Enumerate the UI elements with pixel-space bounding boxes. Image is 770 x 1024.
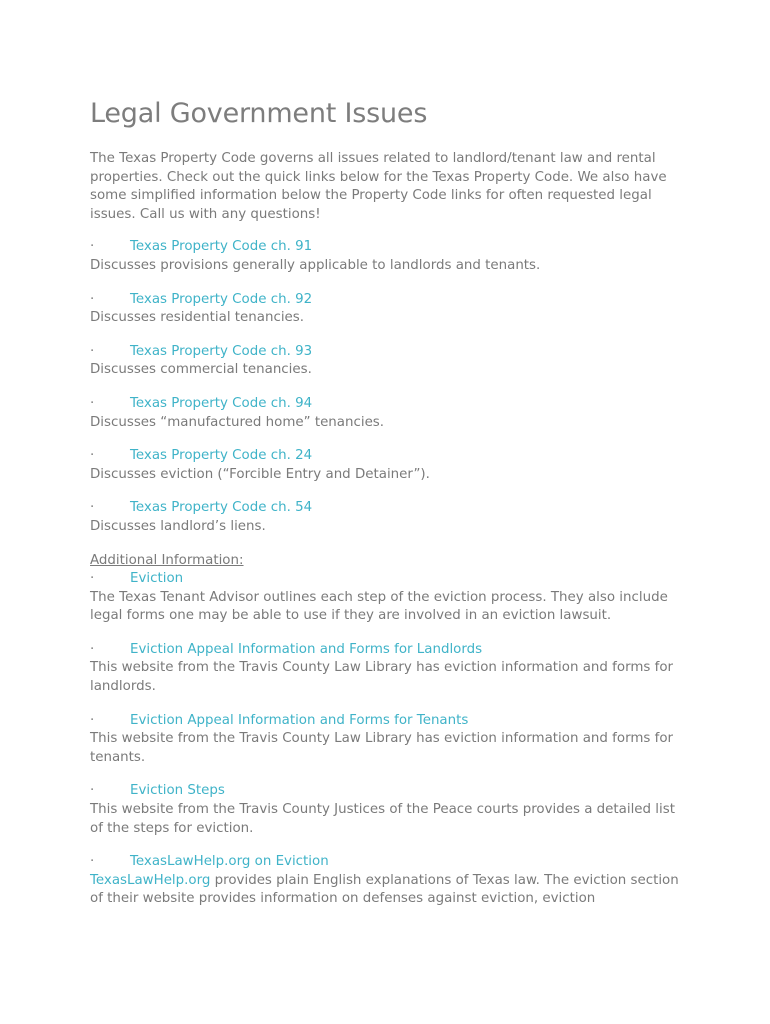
list-item <box>90 395 690 432</box>
bullet: · <box>90 712 95 728</box>
bullet: · <box>90 395 95 411</box>
bullet: · <box>90 500 95 516</box>
link-property-code-ch91[interactable]: Texas Property Code ch. 91 <box>130 239 313 255</box>
list-item <box>90 712 690 768</box>
list-item <box>90 447 690 484</box>
list-item <box>90 641 690 697</box>
link-description: Discusses residential tenancies. <box>90 310 305 326</box>
bullet: · <box>90 571 95 587</box>
link-eviction[interactable]: Eviction <box>130 571 184 587</box>
link-description: Discusses provisions generally applicable to landlords and tenants. <box>90 257 541 273</box>
link-description: This website from the Travis County Justices of the Peace courts provides a detailed list of the steps for eviction. <box>90 802 675 836</box>
link-property-code-ch24[interactable]: Texas Property Code ch. 24 <box>130 448 313 464</box>
bullet: · <box>90 239 95 255</box>
bullet: · <box>90 343 95 359</box>
link-description: Discusses eviction (“Forcible Entry and Detainer”). <box>90 466 430 482</box>
link-description-text: provides plain English explanations of Texas law. The eviction section of their website provides information on defenses against eviction, eviction <box>90 872 679 907</box>
link-description <box>90 872 690 909</box>
intro-paragraph: The Texas Property Code governs all issues related to landlord/tenant law and rental properties. Check out the quick links below for the Texas Property Code. We also have some simplified information below the Property Code links for often requested legal issues. Call us with any questions! <box>90 151 667 222</box>
link-texaslawhelp-inline[interactable]: TexasLawHelp.org <box>90 872 211 888</box>
bullet: · <box>90 854 95 870</box>
list-item <box>90 499 690 536</box>
list-item <box>90 782 690 838</box>
list-item <box>90 238 690 275</box>
bullet: · <box>90 448 95 464</box>
bullet: · <box>90 783 95 799</box>
link-description: Discusses “manufactured home” tenancies. <box>90 414 385 430</box>
link-description: Discusses commercial tenancies. <box>90 362 312 378</box>
link-property-code-ch93[interactable]: Texas Property Code ch. 93 <box>130 343 313 359</box>
link-eviction-appeal-tenants[interactable]: Eviction Appeal Information and Forms for Tenants <box>130 712 469 728</box>
page-title: Legal Government Issues <box>90 98 428 129</box>
list-item <box>90 853 690 909</box>
bullet: · <box>90 291 95 307</box>
link-property-code-ch92[interactable]: Texas Property Code ch. 92 <box>130 291 313 307</box>
document-page <box>90 96 690 924</box>
additional-info-heading: Additional Information: <box>90 552 244 568</box>
link-property-code-ch94[interactable]: Texas Property Code ch. 94 <box>130 395 313 411</box>
link-property-code-ch54[interactable]: Texas Property Code ch. 54 <box>130 500 313 516</box>
link-eviction-steps[interactable]: Eviction Steps <box>130 783 225 799</box>
link-description: This website from the Travis County Law Library has eviction information and forms for landlords. <box>90 660 674 695</box>
link-description: Discusses landlord’s liens. <box>90 518 266 534</box>
link-eviction-appeal-landlords[interactable]: Eviction Appeal Information and Forms for Landlords <box>130 641 483 657</box>
bullet: · <box>90 641 95 657</box>
link-texaslawhelp-eviction[interactable]: TexasLawHelp.org on Eviction <box>130 854 329 870</box>
link-description: The Texas Tenant Advisor outlines each step of the eviction process. They also include legal forms one may be able to use if they are involved in an eviction lawsuit. <box>90 589 668 624</box>
list-item <box>90 291 690 328</box>
list-item <box>90 343 690 380</box>
list-item <box>90 552 690 626</box>
link-description: This website from the Travis County Law Library has eviction information and forms for tenants. <box>90 731 674 765</box>
